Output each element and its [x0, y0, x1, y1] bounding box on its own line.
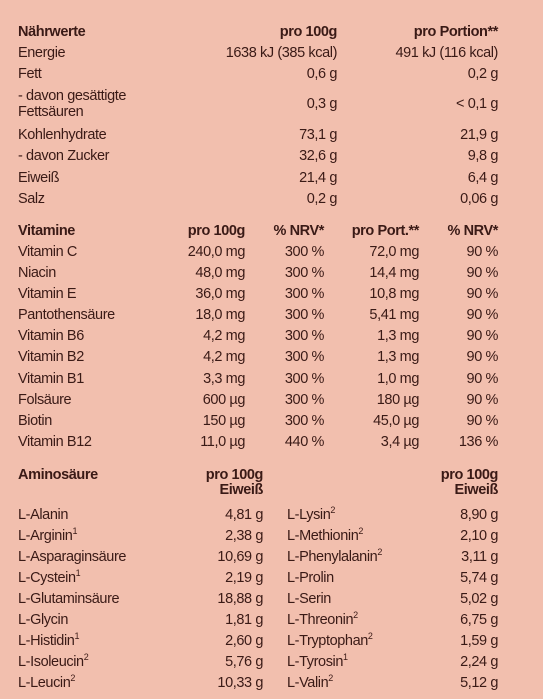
- value-per-100g: 32,6 g: [299, 148, 337, 164]
- table-row: [0, 568, 543, 589]
- value-per-100g: 4,2 mg: [203, 349, 245, 365]
- vitamin-label: Vitamin B12: [18, 434, 92, 450]
- table-row: [0, 43, 543, 64]
- amino-label-left: L-Histidin$^1$: [18, 631, 80, 649]
- nutrient-label: Eiweiß: [18, 170, 60, 186]
- value-per-portion: 1,0 mg: [377, 371, 419, 387]
- value-per-portion: 1,3 mg: [377, 349, 419, 365]
- value-per-portion: 1,3 mg: [377, 328, 419, 344]
- value-per-100g: 600 µg: [202, 392, 245, 408]
- nutrient-label-line1: - davon gesättigte: [18, 88, 127, 104]
- table-row: [0, 284, 543, 305]
- value-per-100g: 0,2 g: [306, 191, 337, 207]
- value-per-100g: 73,1 g: [299, 127, 337, 143]
- value-per-portion: 72,0 mg: [369, 244, 419, 260]
- vitamin-label: Vitamin B6: [18, 328, 84, 344]
- value-per-100g: 150 µg: [202, 413, 245, 429]
- amino-label-right: L-Threonin$^2$: [287, 610, 358, 628]
- amino-label-left: L-Cystein$^1$: [18, 568, 81, 586]
- nutrient-label-line2: Fettsäuren: [18, 104, 84, 120]
- nrv-100g: 300 %: [284, 413, 324, 429]
- amino-value-right: 5,74 g: [460, 570, 498, 586]
- vitamine-title: Vitamine: [18, 223, 75, 239]
- vitamin-label: Vitamin B2: [18, 349, 84, 365]
- value-per-portion: 491 kJ (116 kcal): [395, 45, 498, 61]
- table-row: [0, 547, 543, 568]
- value-per-100g: 3,3 mg: [203, 371, 245, 387]
- value-per-portion: 0,06 g: [460, 191, 498, 207]
- col-per-100g: pro 100g: [279, 24, 337, 40]
- value-per-portion: 14,4 mg: [369, 265, 419, 281]
- nrv-100g: 300 %: [284, 392, 324, 408]
- vitamin-label: Vitamin E: [18, 286, 77, 302]
- amino-value-left: 10,69 g: [217, 549, 263, 565]
- col-nrv-100g: % NRV*: [273, 223, 324, 239]
- table-row: [0, 505, 543, 526]
- nrv-100g: 300 %: [284, 349, 324, 365]
- amino-value-left: 1,81 g: [225, 612, 263, 628]
- table-row: [0, 610, 543, 631]
- table-row: [0, 526, 543, 547]
- col-nrv-portion: % NRV*: [447, 223, 498, 239]
- amino-value-left: 4,81 g: [225, 507, 263, 523]
- table-row: [0, 673, 543, 694]
- amino-value-right: 8,90 g: [460, 507, 498, 523]
- value-per-100g: 1638 kJ (385 kcal): [225, 45, 337, 61]
- amino-value-left: 18,88 g: [217, 591, 263, 607]
- amino-value-right: 1,59 g: [460, 633, 498, 649]
- amino-label-right: L-Serin: [287, 591, 331, 607]
- vitamin-label: Biotin: [18, 413, 52, 429]
- table-row: [0, 369, 543, 390]
- value-per-100g: 48,0 mg: [195, 265, 245, 281]
- amino-value-right: 2,10 g: [460, 528, 498, 544]
- nutrient-label: - davon Zucker: [18, 148, 110, 164]
- value-per-portion: 180 µg: [376, 392, 419, 408]
- col2-eiweiss: Eiweiß: [454, 482, 498, 498]
- amino-label-left: L-Alanin: [18, 507, 68, 523]
- amino-value-left: 2,60 g: [225, 633, 263, 649]
- amino-value-left: 2,38 g: [225, 528, 263, 544]
- amino-value-right: 5,12 g: [460, 675, 498, 691]
- table-row: [0, 263, 543, 284]
- vitamin-label: Niacin: [18, 265, 56, 281]
- value-per-100g: 21,4 g: [299, 170, 337, 186]
- amino-value-right: 3,11 g: [461, 549, 498, 565]
- table-row: [0, 390, 543, 411]
- nrv-portion: 90 %: [466, 349, 498, 365]
- col-per-portion: pro Portion**: [413, 24, 498, 40]
- table-row: [0, 305, 543, 326]
- value-per-portion: < 0,1 g: [456, 96, 498, 112]
- nrv-portion: 90 %: [466, 244, 498, 260]
- vitamin-label: Folsäure: [18, 392, 72, 408]
- naehrwerte-title: Nährwerte: [18, 24, 86, 40]
- nrv-100g: 300 %: [284, 371, 324, 387]
- nrv-100g: 300 %: [284, 265, 324, 281]
- nrv-portion: 90 %: [466, 286, 498, 302]
- col1-per-100g: pro 100g: [205, 467, 263, 483]
- table-row: [0, 432, 543, 453]
- amino-label-right: L-Valin$^2$: [287, 673, 333, 691]
- table-row: [0, 347, 543, 368]
- nutrient-label: Energie: [18, 45, 66, 61]
- table-row: [0, 168, 543, 189]
- value-per-100g: 0,6 g: [306, 66, 337, 82]
- nrv-100g: 300 %: [284, 307, 324, 323]
- table-row: [0, 146, 543, 167]
- value-per-100g: 36,0 mg: [195, 286, 245, 302]
- amino-label-left: L-Isoleucin$^2$: [18, 652, 89, 670]
- vitamin-label: Pantothensäure: [18, 307, 115, 323]
- table-row: [0, 652, 543, 673]
- amino-label-right: L-Methionin$^2$: [287, 526, 363, 544]
- value-per-portion: 10,8 mg: [369, 286, 419, 302]
- nrv-portion: 136 %: [458, 434, 498, 450]
- value-per-portion: 9,8 g: [467, 148, 498, 164]
- amino-label-left: L-Arginin$^1$: [18, 526, 78, 544]
- value-per-100g: 11,0 µg: [200, 434, 245, 450]
- table-row: [0, 125, 543, 146]
- value-per-portion: 3,4 µg: [380, 434, 419, 450]
- nrv-100g: 300 %: [284, 328, 324, 344]
- amino-label-left: L-Asparaginsäure: [18, 549, 127, 565]
- nrv-portion: 90 %: [466, 307, 498, 323]
- value-per-portion: 21,9 g: [460, 127, 498, 143]
- table-row: [0, 242, 543, 263]
- nutrient-label: Kohlenhydrate: [18, 127, 107, 143]
- col-per-portion: pro Port.**: [351, 223, 419, 239]
- value-per-100g: 4,2 mg: [203, 328, 245, 344]
- vitamine-header: [0, 221, 543, 242]
- nrv-portion: 90 %: [466, 328, 498, 344]
- nrv-portion: 90 %: [466, 413, 498, 429]
- table-row: [0, 631, 543, 652]
- amino-value-left: 10,33 g: [217, 675, 263, 691]
- value-per-100g: 18,0 mg: [195, 307, 245, 323]
- amino-value-left: 5,76 g: [225, 654, 263, 670]
- aminosaeure-header: [0, 465, 543, 501]
- nrv-portion: 90 %: [466, 265, 498, 281]
- nrv-portion: 90 %: [466, 392, 498, 408]
- amino-label-right: L-Lysin$^2$: [287, 505, 336, 523]
- table-row: [0, 86, 543, 124]
- amino-label-left: L-Glycin: [18, 612, 68, 628]
- col-per-100g: pro 100g: [187, 223, 245, 239]
- nrv-100g: 440 %: [284, 434, 324, 450]
- amino-value-right: 5,02 g: [460, 591, 498, 607]
- nrv-100g: 300 %: [284, 286, 324, 302]
- value-per-100g: 240,0 mg: [187, 244, 245, 260]
- value-per-portion: 45,0 µg: [373, 413, 419, 429]
- nutrient-label: Fett: [18, 66, 42, 82]
- col1-eiweiss: Eiweiß: [219, 482, 263, 498]
- amino-value-right: 2,24 g: [460, 654, 498, 670]
- table-row: [0, 589, 543, 610]
- value-per-portion: 0,2 g: [467, 66, 498, 82]
- amino-label-right: L-Prolin: [287, 570, 334, 586]
- table-row: [0, 189, 543, 210]
- value-per-portion: 6,4 g: [467, 170, 498, 186]
- amino-value-left: 2,19 g: [225, 570, 263, 586]
- nutrient-label: Salz: [18, 191, 45, 207]
- col2-per-100g: pro 100g: [440, 467, 498, 483]
- aminosaeure-title: Aminosäure: [18, 467, 98, 483]
- nrv-portion: 90 %: [466, 371, 498, 387]
- vitamin-label: Vitamin C: [18, 244, 77, 260]
- table-row: [0, 326, 543, 347]
- nrv-100g: 300 %: [284, 244, 324, 260]
- table-row: [0, 411, 543, 432]
- table-row: [0, 64, 543, 85]
- naehrwerte-header: [0, 22, 543, 43]
- amino-label-right: L-Phenylalanin$^2$: [287, 547, 382, 565]
- amino-label-right: L-Tyrosin$^1$: [287, 652, 348, 670]
- vitamin-label: Vitamin B1: [18, 371, 84, 387]
- amino-label-left: L-Leucin$^2$: [18, 673, 76, 691]
- value-per-100g: 0,3 g: [306, 96, 337, 112]
- amino-label-left: L-Glutaminsäure: [18, 591, 120, 607]
- amino-value-right: 6,75 g: [460, 612, 498, 628]
- amino-label-right: L-Tryptophan$^2$: [287, 631, 373, 649]
- value-per-portion: 5,41 mg: [369, 307, 419, 323]
